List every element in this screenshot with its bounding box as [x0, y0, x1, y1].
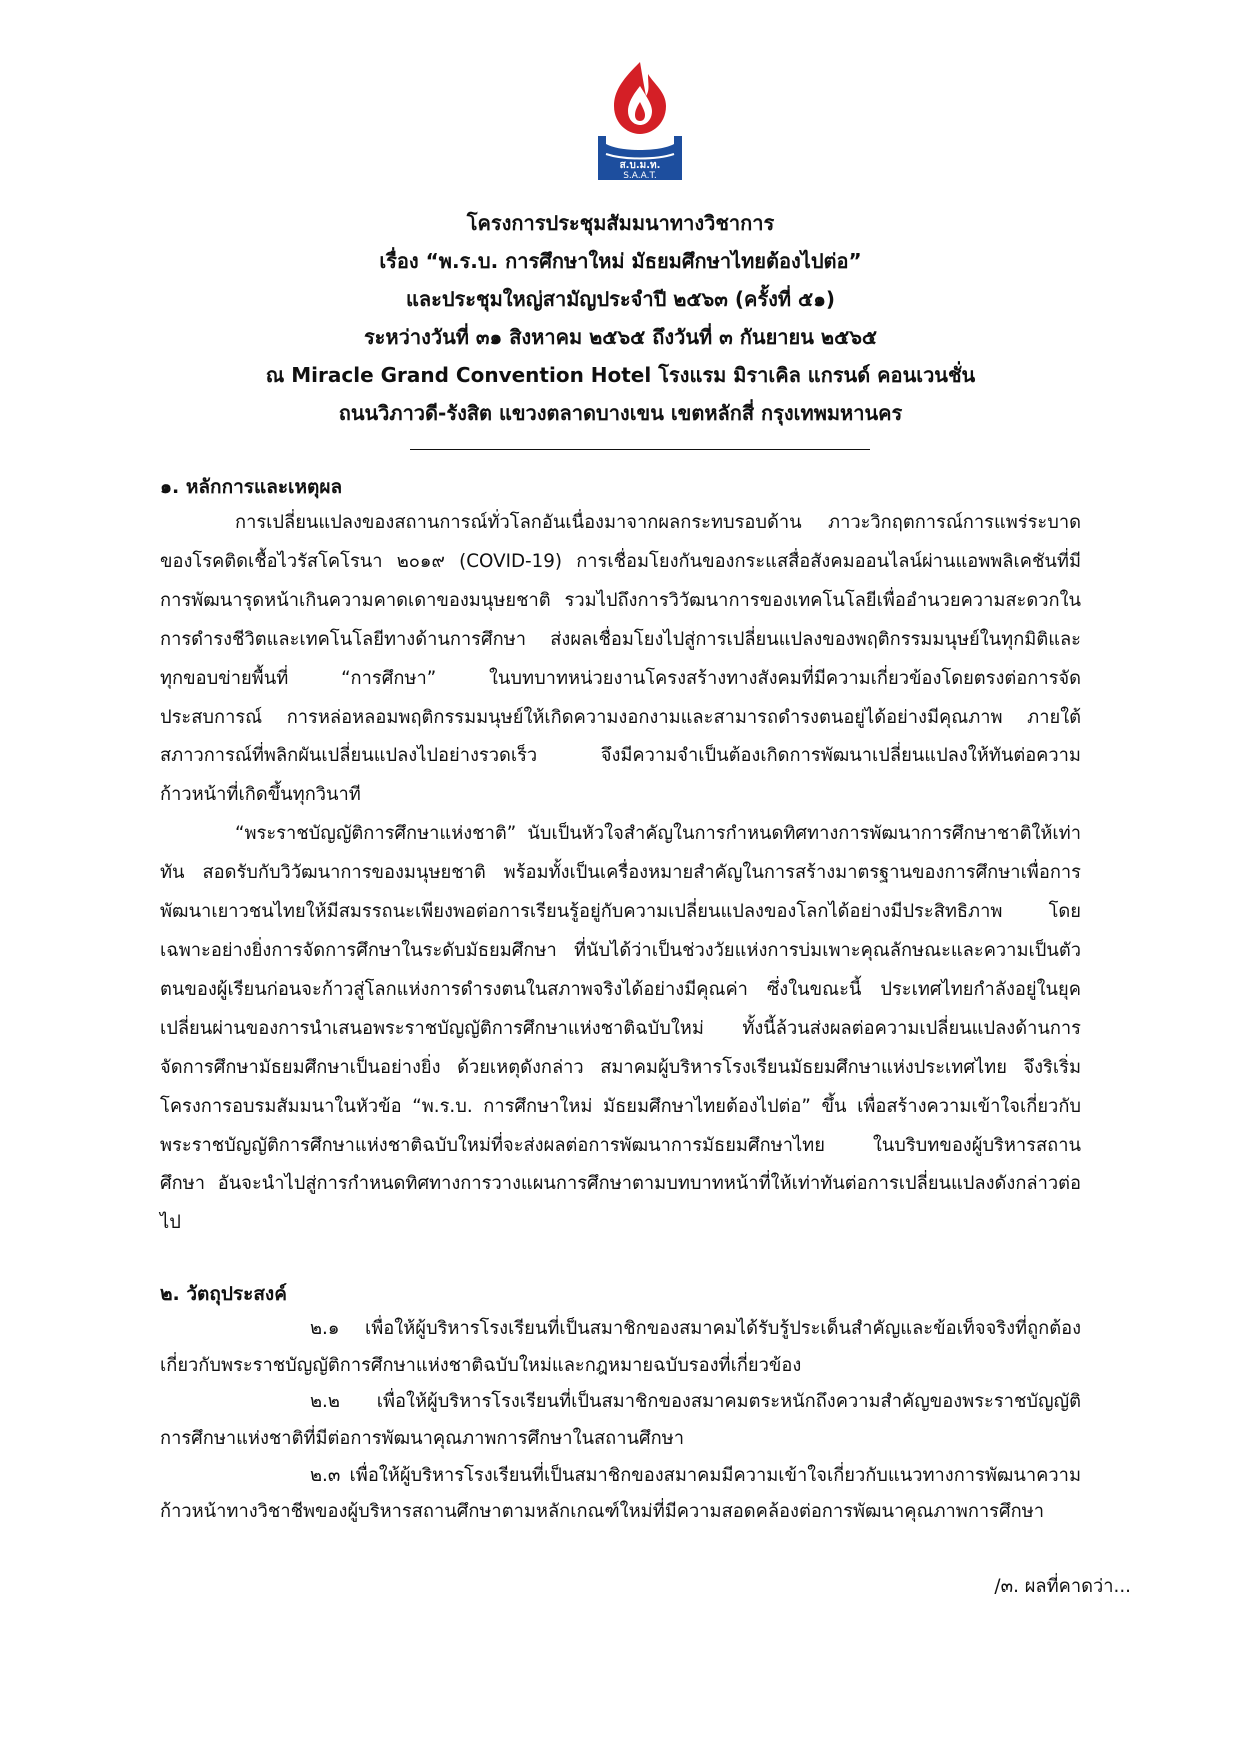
header-line-meeting: และประชุมใหญ่สามัญประจำปี ๒๕๖๓ (ครั้งที่ ๕๑) [405, 287, 836, 311]
section-2-title: ๒. วัตถุประสงค์ [160, 1283, 287, 1306]
header-line-address: ถนนวิภาวดี-รังสิต แขวงตลาดบางเขน เขตหลักสี่ กรุงเทพมหานคร [338, 401, 903, 425]
header-line-venue: ณ Miracle Grand Convention Hotel โรงแรม มิราเคิล แกรนด์ คอนเวนชั่น [265, 363, 976, 387]
objective-2-1: ๒.๑ เพื่อให้ผู้บริหารโรงเรียนที่เป็นสมาชิกของสมาคมได้รับรู้ประเด็นสำคัญและข้อเท็จจริงที่ถูกต้องเกี่ยวกับพระราชบัญญัติการศึกษาแห่งชาติฉบับใหม่และกฎหมายฉบับรองที่เกี่ยวข้อง [160, 1318, 1081, 1376]
header-line-topic: เรื่อง “พ.ร.บ. การศึกษาใหม่ มัธยมศึกษาไทยต้องไปต่อ” [379, 249, 862, 273]
saat-emblem-icon [588, 58, 692, 186]
document-header [160, 204, 1081, 432]
header-line-dates: ระหว่างวันที่ ๓๑ สิงหาคม ๒๕๖๕ ถึงวันที่ ๓ กันยายน ๒๕๖๕ [363, 325, 878, 349]
section-1-paragraph-1: การเปลี่ยนแปลงของสถานการณ์ทั่วโลกอันเนื่องมาจากผลกระทบรอบด้าน ภาวะวิกฤตการณ์การแพร่ระบาดของโรคติดเชื้อไวรัสโคโรนา ๒๐๑๙ (COVID-19) การเชื่อมโยงกันของกระแสสื่อสังคมออนไลน์ผ่านแอพพลิเคชันที่มีการพัฒนารุดหน้าเกินความคาดเดาของมนุษยชาติ รวมไปถึงการวิวัฒนาการของเทคโนโลยีเพื่ออำนวยความสะดวกในการดำรงชีวิตและเทคโนโลยีทางด้านการศึกษา ส่งผลเชื่อมโยงไปสู่การเปลี่ยนแปลงของพฤติกรรมมนุษย์ในทุกมิติและทุกขอบข่ายพื้นที่ “การศึกษา” ในบทบาทหน่วยงานโครงสร้างทางสังคมที่มีความเกี่ยวข้องโดยตรงต่อการจัดประสบการณ์ การหล่อหลอมพฤติกรรมมนุษย์ให้เกิดความงอกงามและสามารถดำรงตนอยู่ได้อย่างมีคุณภาพ ภายใต้สภาวการณ์ที่พลิกผันเปลี่ยนแปลงไปอย่างรวดเร็ว จึงมีความจำเป็นต้องเกิดการพัฒนาเปลี่ยนแปลงให้ทันต่อความก้าวหน้าที่เกิดขึ้นทุกวินาที [160, 512, 1081, 806]
svg-text:S.A.A.T.: S.A.A.T. [623, 171, 657, 181]
header-line-project: โครงการประชุมสัมมนาทางวิชาการ [466, 211, 775, 235]
document-body [160, 470, 1081, 1531]
continued-marker: /๓. ผลที่คาดว่า... [994, 1576, 1131, 1597]
section-1-title: ๑. หลักการและเหตุผล [160, 476, 343, 498]
objective-2-3: ๒.๓ เพื่อให้ผู้บริหารโรงเรียนที่เป็นสมาชิกของสมาคมมีความเข้าใจเกี่ยวกับแนวทางการพัฒนาความก้าวหน้าทางวิชาชีพของผู้บริหารสถานศึกษาตามหลักเกณฑ์ใหม่ที่มีความสอดคล้องต่อการพัฒนาคุณภาพการศึกษา [160, 1464, 1081, 1523]
header-divider [410, 449, 870, 450]
section-1-paragraph-2: “พระราชบัญญัติการศึกษาแห่งชาติ” นับเป็นหัวใจสำคัญในการกำหนดทิศทางการพัฒนาการศึกษาชาติให้เท่าทัน สอดรับกับวิวัฒนาการของมนุษยชาติ พร้อมทั้งเป็นเครื่องหมายสำคัญในการสร้างมาตรฐานของการศึกษาเพื่อการพัฒนาเยาวชนไทยให้มีสมรรถนะเพียงพอต่อการเรียนรู้อยู่กับความเปลี่ยนแปลงของโลกได้อย่างมีประสิทธิภาพ โดยเฉพาะอย่างยิ่งการจัดการศึกษาในระดับมัธยมศึกษา ที่นับได้ว่าเป็นช่วงวัยแห่งการบ่มเพาะคุณลักษณะและความเป็นตัวตนของผู้เรียนก่อนจะก้าวสู่โลกแห่งการดำรงตนในสภาพจริงได้อย่างมีคุณค่า ซึ่งในขณะนี้ ประเทศไทยกำลังอยู่ในยุคเปลี่ยนผ่านของการนำเสนอพระราชบัญญัติการศึกษาแห่งชาติฉบับใหม่ ทั้งนี้ล้วนส่งผลต่อความเปลี่ยนแปลงด้านการจัดการศึกษามัธยมศึกษาเป็นอย่างยิ่ง ด้วยเหตุดังกล่าว สมาคมผู้บริหารโรงเรียนมัธยมศึกษาแห่งประเทศไทย จึงริเริ่มโครงการอบรมสัมมนาในหัวข้อ “พ.ร.บ. การศึกษาใหม่ มัธยมศึกษาไทยต้องไปต่อ” ขึ้น เพื่อสร้างความเข้าใจเกี่ยวกับพระราชบัญญัติการศึกษาแห่งชาติฉบับใหม่ที่จะส่งผลต่อการพัฒนาการมัธยมศึกษาไทย ในบริบทของผู้บริหารสถานศึกษา อันจะนำไปสู่การกำหนดทิศทางการวางแผนการศึกษาตามบทบาทหน้าที่ให้เท่าทันต่อการเปลี่ยนแปลงดังกล่าวต่อไป [160, 823, 1081, 1234]
svg-text:ส.บ.ม.ท.: ส.บ.ม.ท. [619, 160, 661, 171]
objective-2-2: ๒.๒ เพื่อให้ผู้บริหารโรงเรียนที่เป็นสมาชิกของสมาคมตระหนักถึงความสำคัญของพระราชบัญญัติการศึกษาแห่งชาติที่มีต่อการพัฒนาคุณภาพการศึกษาในสถานศึกษา [160, 1391, 1081, 1449]
saat-logo [588, 58, 692, 186]
